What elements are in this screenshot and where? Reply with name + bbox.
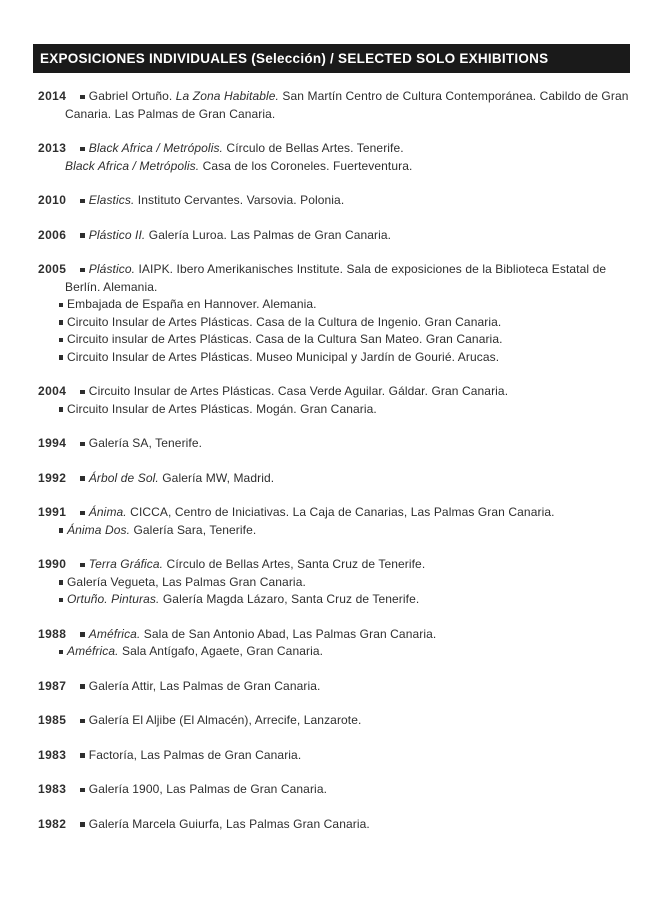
exhibition-group <box>38 88 630 123</box>
exhibition-entry-primary <box>38 470 630 488</box>
square-bullet-icon <box>59 355 64 360</box>
exhibition-entry <box>38 591 630 609</box>
exhibition-year: 1992 <box>38 470 67 485</box>
exhibition-group <box>38 712 630 730</box>
exhibition-text: Factoría, Las Palmas de Gran Canaria. <box>88 747 302 762</box>
exhibition-group <box>38 678 630 696</box>
exhibition-entry <box>38 401 630 419</box>
exhibition-text: Circuito insular de Artes Plásticas. Casa de la Cultura San Mateo. Gran Canaria. <box>67 332 503 346</box>
exhibition-year: 1987 <box>38 678 67 693</box>
exhibition-text: Plástico. IAIPK. Ibero Amerikanisches Institute. Sala de exposiciones de la Biblioteca Estatal de Berlín. Alemania. <box>65 262 607 294</box>
square-bullet-icon <box>80 563 85 568</box>
exhibition-entry-primary <box>38 781 630 799</box>
exhibition-year: 2013 <box>38 141 67 155</box>
exhibitions-list <box>38 88 630 850</box>
exhibition-year: 2005 <box>38 262 67 276</box>
square-bullet-icon <box>59 650 64 655</box>
exhibition-year: 2014 <box>38 89 67 103</box>
exhibition-entry <box>38 296 630 314</box>
exhibition-year: 1990 <box>38 557 67 571</box>
square-bullet-icon <box>59 528 64 533</box>
square-bullet-icon <box>80 268 85 273</box>
exhibition-text: Galería 1900, Las Palmas de Gran Canaria. <box>88 782 328 796</box>
exhibition-text: Améfrica. Sala de San Antonio Abad, Las Palmas Gran Canaria. <box>88 626 437 641</box>
exhibition-entry-primary <box>38 678 630 696</box>
exhibition-year: 1994 <box>38 436 67 450</box>
exhibition-text: Galería SA, Tenerife. <box>88 436 203 450</box>
square-bullet-icon <box>59 580 64 585</box>
exhibition-entry <box>38 643 630 661</box>
square-bullet-icon <box>80 390 85 395</box>
exhibition-entry-primary <box>38 192 630 210</box>
exhibition-group <box>38 435 630 453</box>
exhibition-text: Terra Gráfica. Círculo de Bellas Artes, Santa Cruz de Tenerife. <box>88 557 426 571</box>
exhibition-year: 1983 <box>38 782 67 796</box>
square-bullet-icon <box>59 303 64 308</box>
square-bullet-icon <box>59 338 64 343</box>
exhibition-group <box>38 816 630 834</box>
exhibition-text: Circuito Insular de Artes Plásticas. Casa de la Cultura de Ingenio. Gran Canaria. <box>67 314 502 329</box>
exhibition-text: Elastics. Instituto Cervantes. Varsovia. Polonia. <box>88 193 345 207</box>
square-bullet-icon <box>80 511 85 516</box>
exhibition-year: 1991 <box>38 505 67 519</box>
square-bullet-icon <box>80 147 85 152</box>
square-bullet-icon <box>80 233 85 238</box>
square-bullet-icon <box>80 442 85 447</box>
exhibition-entry-primary <box>38 816 630 834</box>
exhibition-entry <box>38 314 630 332</box>
exhibition-text: Circuito Insular de Artes Plásticas. Museo Municipal y Jardín de Gourié. Arucas. <box>67 349 500 364</box>
section-header-bar <box>33 44 630 73</box>
exhibition-text: Galería Vegueta, Las Palmas Gran Canaria. <box>67 574 306 589</box>
exhibition-text: Ortuño. Pinturas. Galería Magda Lázaro, Santa Cruz de Tenerife. <box>67 592 420 606</box>
exhibition-year: 1985 <box>38 713 67 727</box>
exhibition-year: 1983 <box>38 747 67 762</box>
exhibition-entry-primary <box>38 88 630 123</box>
exhibition-text: Galería Attir, Las Palmas de Gran Canaria. <box>88 678 321 693</box>
exhibition-entry-primary <box>38 747 630 765</box>
square-bullet-icon <box>80 719 85 724</box>
square-bullet-icon <box>80 632 85 637</box>
exhibition-text: Árbol de Sol. Galería MW, Madrid. <box>88 470 275 485</box>
exhibition-year: 2006 <box>38 227 67 242</box>
exhibition-entry-primary <box>38 626 630 644</box>
exhibition-group <box>38 556 630 609</box>
exhibition-text: Ánima Dos. Galería Sara, Tenerife. <box>67 522 257 537</box>
exhibition-entry-primary <box>38 435 630 453</box>
exhibition-entry-primary <box>38 140 630 158</box>
exhibition-year: 1988 <box>38 626 67 641</box>
exhibition-year: 2004 <box>38 384 67 398</box>
exhibition-entry-primary <box>38 556 630 574</box>
exhibition-year: 1982 <box>38 816 67 831</box>
exhibition-text: Améfrica. Sala Antígafo, Agaete, Gran Canaria. <box>67 644 324 658</box>
exhibition-group <box>38 140 630 175</box>
exhibition-group <box>38 227 630 245</box>
exhibition-entry-primary <box>38 383 630 401</box>
exhibition-year: 2010 <box>38 193 67 207</box>
exhibition-entry-primary <box>38 261 630 296</box>
exhibition-text: Ánima. CICCA, Centro de Iniciativas. La Caja de Canarias, Las Palmas Gran Canaria. <box>88 505 555 519</box>
exhibition-text: Circuito Insular de Artes Plásticas. Casa Verde Aguilar. Gáldar. Gran Canaria. <box>88 384 509 398</box>
exhibition-group <box>38 747 630 765</box>
exhibition-text: Embajada de España en Hannover. Alemania. <box>67 297 317 311</box>
exhibition-entry <box>38 574 630 592</box>
square-bullet-icon <box>59 320 64 325</box>
exhibition-entry <box>38 158 630 176</box>
exhibition-text: Black Africa / Metrópolis. Círculo de Bellas Artes. Tenerife. <box>88 141 404 155</box>
exhibition-entry <box>38 522 630 540</box>
exhibition-entry-primary <box>38 712 630 730</box>
square-bullet-icon <box>80 788 85 793</box>
square-bullet-icon <box>80 684 85 689</box>
exhibition-entry <box>38 331 630 349</box>
square-bullet-icon <box>80 822 85 827</box>
exhibition-text: Galería El Aljibe (El Almacén), Arrecife, Lanzarote. <box>88 713 362 727</box>
square-bullet-icon <box>80 753 85 758</box>
square-bullet-icon <box>59 407 64 412</box>
exhibition-group <box>38 626 630 661</box>
exhibition-group <box>38 504 630 539</box>
exhibition-group <box>38 383 630 418</box>
square-bullet-icon <box>59 598 64 603</box>
exhibition-entry-primary <box>38 504 630 522</box>
exhibition-text: Plástico II. Galería Luroa. Las Palmas de Gran Canaria. <box>88 227 392 242</box>
exhibition-text: Circuito Insular de Artes Plásticas. Mogán. Gran Canaria. <box>67 401 377 416</box>
square-bullet-icon <box>80 199 85 204</box>
exhibition-entry-primary <box>38 227 630 245</box>
exhibition-group <box>38 781 630 799</box>
exhibition-text: Gabriel Ortuño. La Zona Habitable. San Martín Centro de Cultura Contemporánea. Cabildo de Gran Canaria. Las Palmas de Gran Canaria. <box>65 89 629 121</box>
square-bullet-icon <box>80 476 85 481</box>
exhibition-entry <box>38 349 630 367</box>
exhibition-text: Galería Marcela Guiurfa, Las Palmas Gran Canaria. <box>88 816 370 831</box>
exhibition-group <box>38 192 630 210</box>
section-header-title: EXPOSICIONES INDIVIDUALES (Selección) / SELECTED SOLO EXHIBITIONS <box>40 51 549 66</box>
square-bullet-icon <box>80 95 85 100</box>
exhibition-group <box>38 470 630 488</box>
exhibition-group <box>38 261 630 366</box>
exhibition-text: Black Africa / Metrópolis. Casa de los Coroneles. Fuerteventura. <box>65 158 413 173</box>
